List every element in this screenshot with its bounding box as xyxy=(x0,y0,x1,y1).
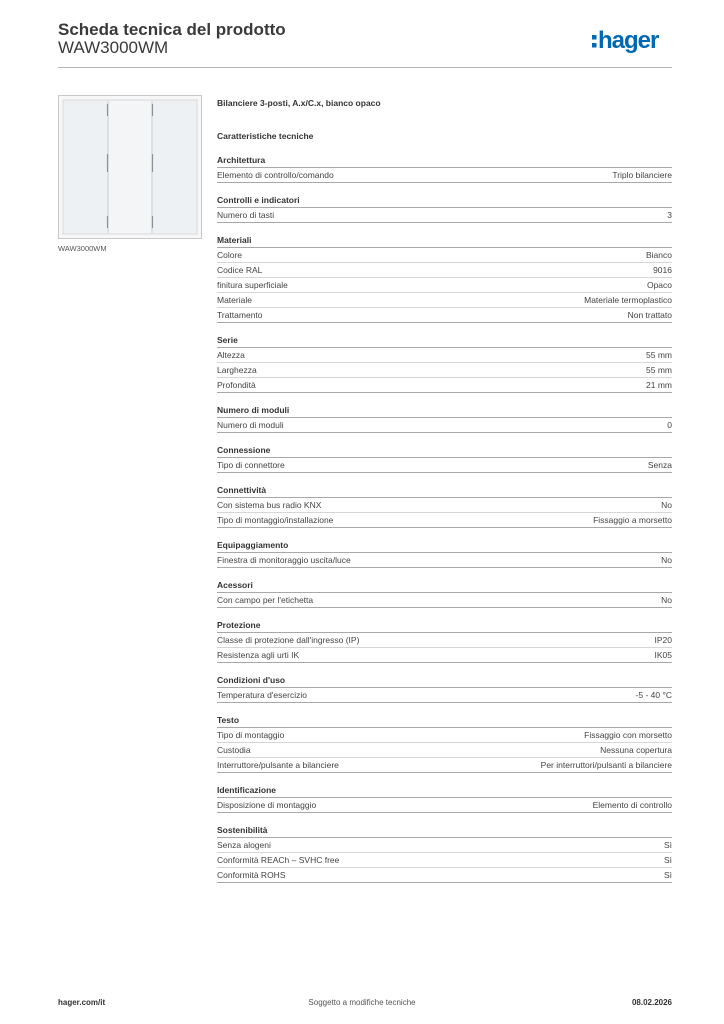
spec-label: Resistenza agli urti IK xyxy=(217,650,300,660)
spec-row xyxy=(217,308,672,323)
spec-label: Numero di tasti xyxy=(217,210,275,220)
footer-website: hager.com/it xyxy=(58,998,106,1007)
spec-row xyxy=(217,263,672,278)
spec-group xyxy=(217,619,672,663)
spec-row xyxy=(217,293,672,308)
spec-row xyxy=(217,798,672,813)
spec-row xyxy=(217,458,672,473)
spec-value: No xyxy=(661,500,672,510)
spec-value: No xyxy=(661,555,672,565)
spec-group xyxy=(217,674,672,703)
spec-label: Numero di moduli xyxy=(217,420,284,430)
spec-value: Per interruttori/pulsanti a bilanciere xyxy=(540,760,672,770)
spec-label: Tipo di montaggio/installazione xyxy=(217,515,334,525)
spec-label: Interruttore/pulsante a bilanciere xyxy=(217,760,339,770)
hager-logo xyxy=(592,26,676,56)
spec-row xyxy=(217,593,672,608)
spec-group xyxy=(217,234,672,323)
spec-row xyxy=(217,418,672,433)
triple-rocker-switch-icon xyxy=(59,96,201,238)
spec-value: 55 mm xyxy=(646,365,672,375)
spec-group-title: Materiali xyxy=(217,234,672,248)
spec-group-title: Controlli e indicatori xyxy=(217,194,672,208)
spec-row xyxy=(217,348,672,363)
spec-value: 3 xyxy=(667,210,672,220)
spec-label: Colore xyxy=(217,250,243,260)
spec-value: 55 mm xyxy=(646,350,672,360)
spec-row xyxy=(217,648,672,663)
spec-value: 0 xyxy=(667,420,672,430)
spec-label: Conformità REACh – SVHC free xyxy=(217,855,340,865)
spec-row xyxy=(217,728,672,743)
spec-row xyxy=(217,248,672,263)
spec-group-title: Architettura xyxy=(217,154,672,168)
spec-row xyxy=(217,208,672,223)
spec-value: Fissaggio a morsetto xyxy=(593,515,672,525)
spec-value: Sì xyxy=(663,840,672,850)
spec-row xyxy=(217,838,672,853)
spec-row xyxy=(217,168,672,183)
spec-label: Finestra di monitoraggio uscita/luce xyxy=(217,555,351,565)
spec-value: Sì xyxy=(663,870,672,880)
spec-group xyxy=(217,824,672,883)
spec-row xyxy=(217,688,672,703)
spec-group xyxy=(217,484,672,528)
logo-text: hager xyxy=(598,27,659,54)
spec-group xyxy=(217,194,672,223)
spec-label: Profondità xyxy=(217,380,256,390)
spec-label: Larghezza xyxy=(217,365,257,375)
page-title: Scheda tecnica del prodotto xyxy=(58,20,286,39)
footer-date: 08.02.2026 xyxy=(631,998,672,1007)
product-title: Bilanciere 3-posti, A.x/C.x, bianco opaco xyxy=(217,98,381,108)
spec-value: IK05 xyxy=(654,650,672,660)
section-title: Caratteristiche tecniche xyxy=(217,131,314,141)
spec-label: Con sistema bus radio KNX xyxy=(217,500,322,510)
spec-row xyxy=(217,513,672,528)
spec-group-title: Condizioni d'uso xyxy=(217,674,672,688)
spec-group-title: Equipaggiamento xyxy=(217,539,672,553)
spec-group-title: Testo xyxy=(217,714,672,728)
spec-value: Triplo bilanciere xyxy=(612,170,672,180)
spec-content xyxy=(217,96,672,883)
spec-label: Con campo per l'etichetta xyxy=(217,595,314,605)
spec-label: Classe di protezione dall'ingresso (IP) xyxy=(217,635,360,645)
spec-label: Custodia xyxy=(217,745,251,755)
spec-row xyxy=(217,633,672,648)
spec-label: Elemento di controllo/comando xyxy=(217,170,334,180)
spec-group xyxy=(217,334,672,393)
spec-value: Fissaggio con morsetto xyxy=(584,730,672,740)
spec-value: Materiale termoplastico xyxy=(584,295,672,305)
spec-value: -5 - 40 °C xyxy=(635,690,672,700)
spec-row xyxy=(217,868,672,883)
spec-group-title: Protezione xyxy=(217,619,672,633)
spec-value: Senza xyxy=(647,460,672,470)
spec-group xyxy=(217,784,672,813)
spec-row xyxy=(217,498,672,513)
spec-value: Opaco xyxy=(646,280,672,290)
spec-row xyxy=(217,553,672,568)
spec-value: 21 mm xyxy=(646,380,672,390)
spec-group-title: Sostenibilità xyxy=(217,824,672,838)
spec-label: Trattamento xyxy=(217,310,263,320)
spec-value: 9016 xyxy=(653,265,672,275)
spec-group xyxy=(217,714,672,773)
spec-label: finitura superficiale xyxy=(217,280,288,290)
spec-value: IP20 xyxy=(654,635,672,645)
spec-group xyxy=(217,444,672,473)
image-caption: WAW3000WM xyxy=(58,244,107,253)
product-image xyxy=(58,95,202,239)
spec-group-title: Connettività xyxy=(217,484,672,498)
spec-label: Codice RAL xyxy=(217,265,263,275)
spec-label: Tipo di montaggio xyxy=(217,730,285,740)
header-divider xyxy=(58,67,672,68)
spec-group xyxy=(217,154,672,183)
spec-groups xyxy=(217,154,672,883)
spec-group xyxy=(217,539,672,568)
product-code-subtitle: WAW3000WM xyxy=(58,38,169,57)
spec-group-title: Numero di moduli xyxy=(217,404,672,418)
spec-value: Elemento di controllo xyxy=(592,800,672,810)
spec-group-title: Serie xyxy=(217,334,672,348)
spec-row xyxy=(217,853,672,868)
spec-value: Non trattato xyxy=(627,310,672,320)
spec-label: Conformità ROHS xyxy=(217,870,286,880)
spec-group-title: Acessori xyxy=(217,579,672,593)
spec-value: Bianco xyxy=(646,250,672,260)
spec-value: No xyxy=(661,595,672,605)
spec-label: Disposizione di montaggio xyxy=(217,800,317,810)
spec-group-title: Identificazione xyxy=(217,784,672,798)
spec-row xyxy=(217,278,672,293)
spec-group xyxy=(217,404,672,433)
footer-note: Soggetto a modifiche tecniche xyxy=(308,998,416,1007)
spec-label: Altezza xyxy=(217,350,245,360)
spec-row xyxy=(217,758,672,773)
spec-label: Tipo di connettore xyxy=(217,460,285,470)
spec-row xyxy=(217,743,672,758)
spec-group xyxy=(217,579,672,608)
spec-label: Senza alogeni xyxy=(217,840,271,850)
spec-row xyxy=(217,378,672,393)
spec-label: Materiale xyxy=(217,295,252,305)
spec-row xyxy=(217,363,672,378)
spec-value: Sì xyxy=(663,855,672,865)
spec-group-title: Connessione xyxy=(217,444,672,458)
spec-value: Nessuna copertura xyxy=(600,745,672,755)
spec-label: Temperatura d'esercizio xyxy=(217,690,307,700)
